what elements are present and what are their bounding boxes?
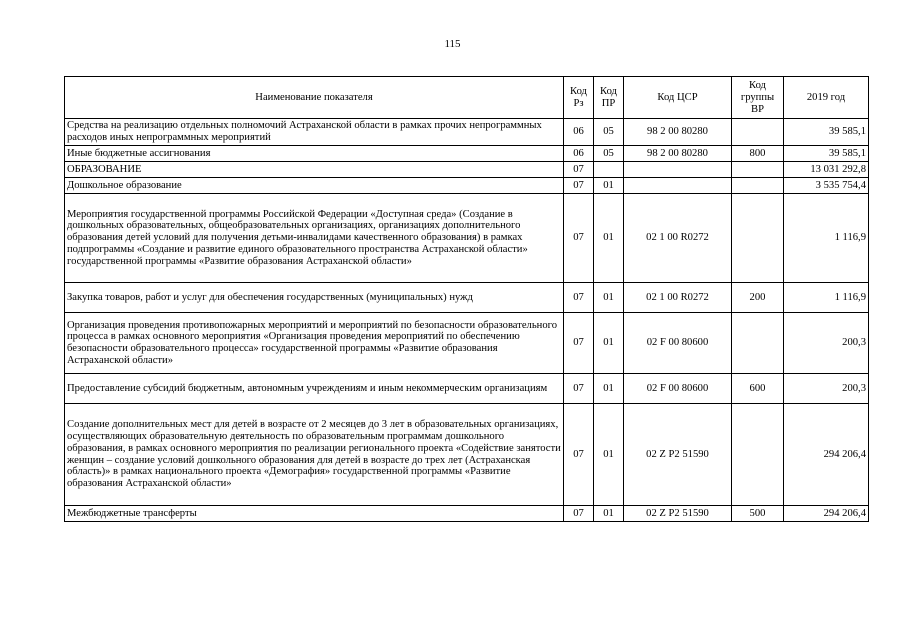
- row-vr: [732, 194, 784, 283]
- row-pr: 05: [594, 146, 624, 162]
- row-pr: 01: [594, 194, 624, 283]
- row-amount: 1 116,9: [784, 283, 869, 313]
- row-csr: 02 Z P2 51590: [624, 506, 732, 522]
- row-vr: [732, 404, 784, 506]
- row-pr: [594, 162, 624, 178]
- row-rz: 07: [564, 374, 594, 404]
- table-row: [65, 374, 869, 404]
- row-name: Организация проведения противопожарных мероприятий и мероприятий по безопасности образовательного процесса в рамках основного мероприятия «Организация проведения мероприятий по обеспечению безопасности образовательного процесса» государственной программы «Развитие образования Астраханской области»: [65, 313, 564, 374]
- row-name: Создание дополнительных мест для детей в возрасте от 2 месяцев до 3 лет в образовательных организациях, осуществляющих образовательную деятельность по образовательным программам дошкольного образования, в рамках основного мероприятия по реализации регионального проекта «Содействие занятости женщин – создание условий дошкольного образования для детей в возрасте до трех лет (Астраханская область)» в рамках национального проекта «Демография» государственной программы «Развитие образования Астраханской области»: [65, 404, 564, 506]
- row-csr: 02 Z P2 51590: [624, 404, 732, 506]
- row-rz: 07: [564, 404, 594, 506]
- row-pr: 01: [594, 506, 624, 522]
- row-name: ОБРАЗОВАНИЕ: [65, 162, 564, 178]
- row-rz: 07: [564, 283, 594, 313]
- table-row: [65, 162, 869, 178]
- row-amount: 39 585,1: [784, 146, 869, 162]
- row-amount: 3 535 754,4: [784, 178, 869, 194]
- row-amount: 294 206,4: [784, 404, 869, 506]
- header-pr: Код ПР: [594, 77, 624, 119]
- row-amount: 13 031 292,8: [784, 162, 869, 178]
- row-name: Межбюджетные трансферты: [65, 506, 564, 522]
- table-row: [65, 404, 869, 506]
- budget-table: [64, 76, 869, 522]
- row-csr: 02 F 00 80600: [624, 374, 732, 404]
- table-header-row: [65, 77, 869, 119]
- table-row: [65, 194, 869, 283]
- row-csr: 02 F 00 80600: [624, 313, 732, 374]
- table-row: [65, 178, 869, 194]
- row-name: Закупка товаров, работ и услуг для обеспечения государственных (муниципальных) нужд: [65, 283, 564, 313]
- row-csr: 98 2 00 80280: [624, 119, 732, 146]
- row-pr: 01: [594, 404, 624, 506]
- row-amount: 200,3: [784, 313, 869, 374]
- row-rz: 06: [564, 119, 594, 146]
- row-name: Мероприятия государственной программы Российской Федерации «Доступная среда» (Создание в дошкольных образовательных, общеобразовательных организациях, организациях дополнительного образования детей условий для получения детьми-инвалидами качественного образования) в рамках подпрограммы «Создание и развитие единого образовательного пространства Астраханской области» государственной программы «Развитие образования Астраханской области»: [65, 194, 564, 283]
- row-pr: 01: [594, 374, 624, 404]
- header-csr: Код ЦСР: [624, 77, 732, 119]
- row-csr: 02 1 00 R0272: [624, 194, 732, 283]
- row-rz: 07: [564, 194, 594, 283]
- row-vr: 500: [732, 506, 784, 522]
- header-year: 2019 год: [784, 77, 869, 119]
- row-csr: 98 2 00 80280: [624, 146, 732, 162]
- header-name: Наименование показателя: [65, 77, 564, 119]
- row-vr: [732, 178, 784, 194]
- row-vr: 200: [732, 283, 784, 313]
- row-pr: 01: [594, 178, 624, 194]
- row-csr: 02 1 00 R0272: [624, 283, 732, 313]
- row-csr: [624, 178, 732, 194]
- row-vr: [732, 119, 784, 146]
- row-pr: 01: [594, 313, 624, 374]
- row-vr: 600: [732, 374, 784, 404]
- row-rz: 07: [564, 313, 594, 374]
- table-row: [65, 283, 869, 313]
- table-row: [65, 119, 869, 146]
- row-name: Дошкольное образование: [65, 178, 564, 194]
- row-rz: 06: [564, 146, 594, 162]
- header-rz: Код Рз: [564, 77, 594, 119]
- row-amount: 39 585,1: [784, 119, 869, 146]
- row-vr: [732, 313, 784, 374]
- row-pr: 05: [594, 119, 624, 146]
- row-name: Средства на реализацию отдельных полномочий Астраханской области в рамках прочих непрограммных расходов иных непрограммных мероприятий: [65, 119, 564, 146]
- page-number: 115: [444, 38, 461, 50]
- row-vr: 800: [732, 146, 784, 162]
- row-pr: 01: [594, 283, 624, 313]
- row-name: Предоставление субсидий бюджетным, автономным учреждениям и иным некоммерческим организациям: [65, 374, 564, 404]
- table-row: [65, 313, 869, 374]
- row-name: Иные бюджетные ассигнования: [65, 146, 564, 162]
- row-csr: [624, 162, 732, 178]
- row-rz: 07: [564, 162, 594, 178]
- row-amount: 294 206,4: [784, 506, 869, 522]
- row-amount: 1 116,9: [784, 194, 869, 283]
- row-rz: 07: [564, 178, 594, 194]
- table-row: [65, 146, 869, 162]
- row-rz: 07: [564, 506, 594, 522]
- row-vr: [732, 162, 784, 178]
- table-row: [65, 506, 869, 522]
- header-vr: Код группы ВР: [732, 77, 784, 119]
- row-amount: 200,3: [784, 374, 869, 404]
